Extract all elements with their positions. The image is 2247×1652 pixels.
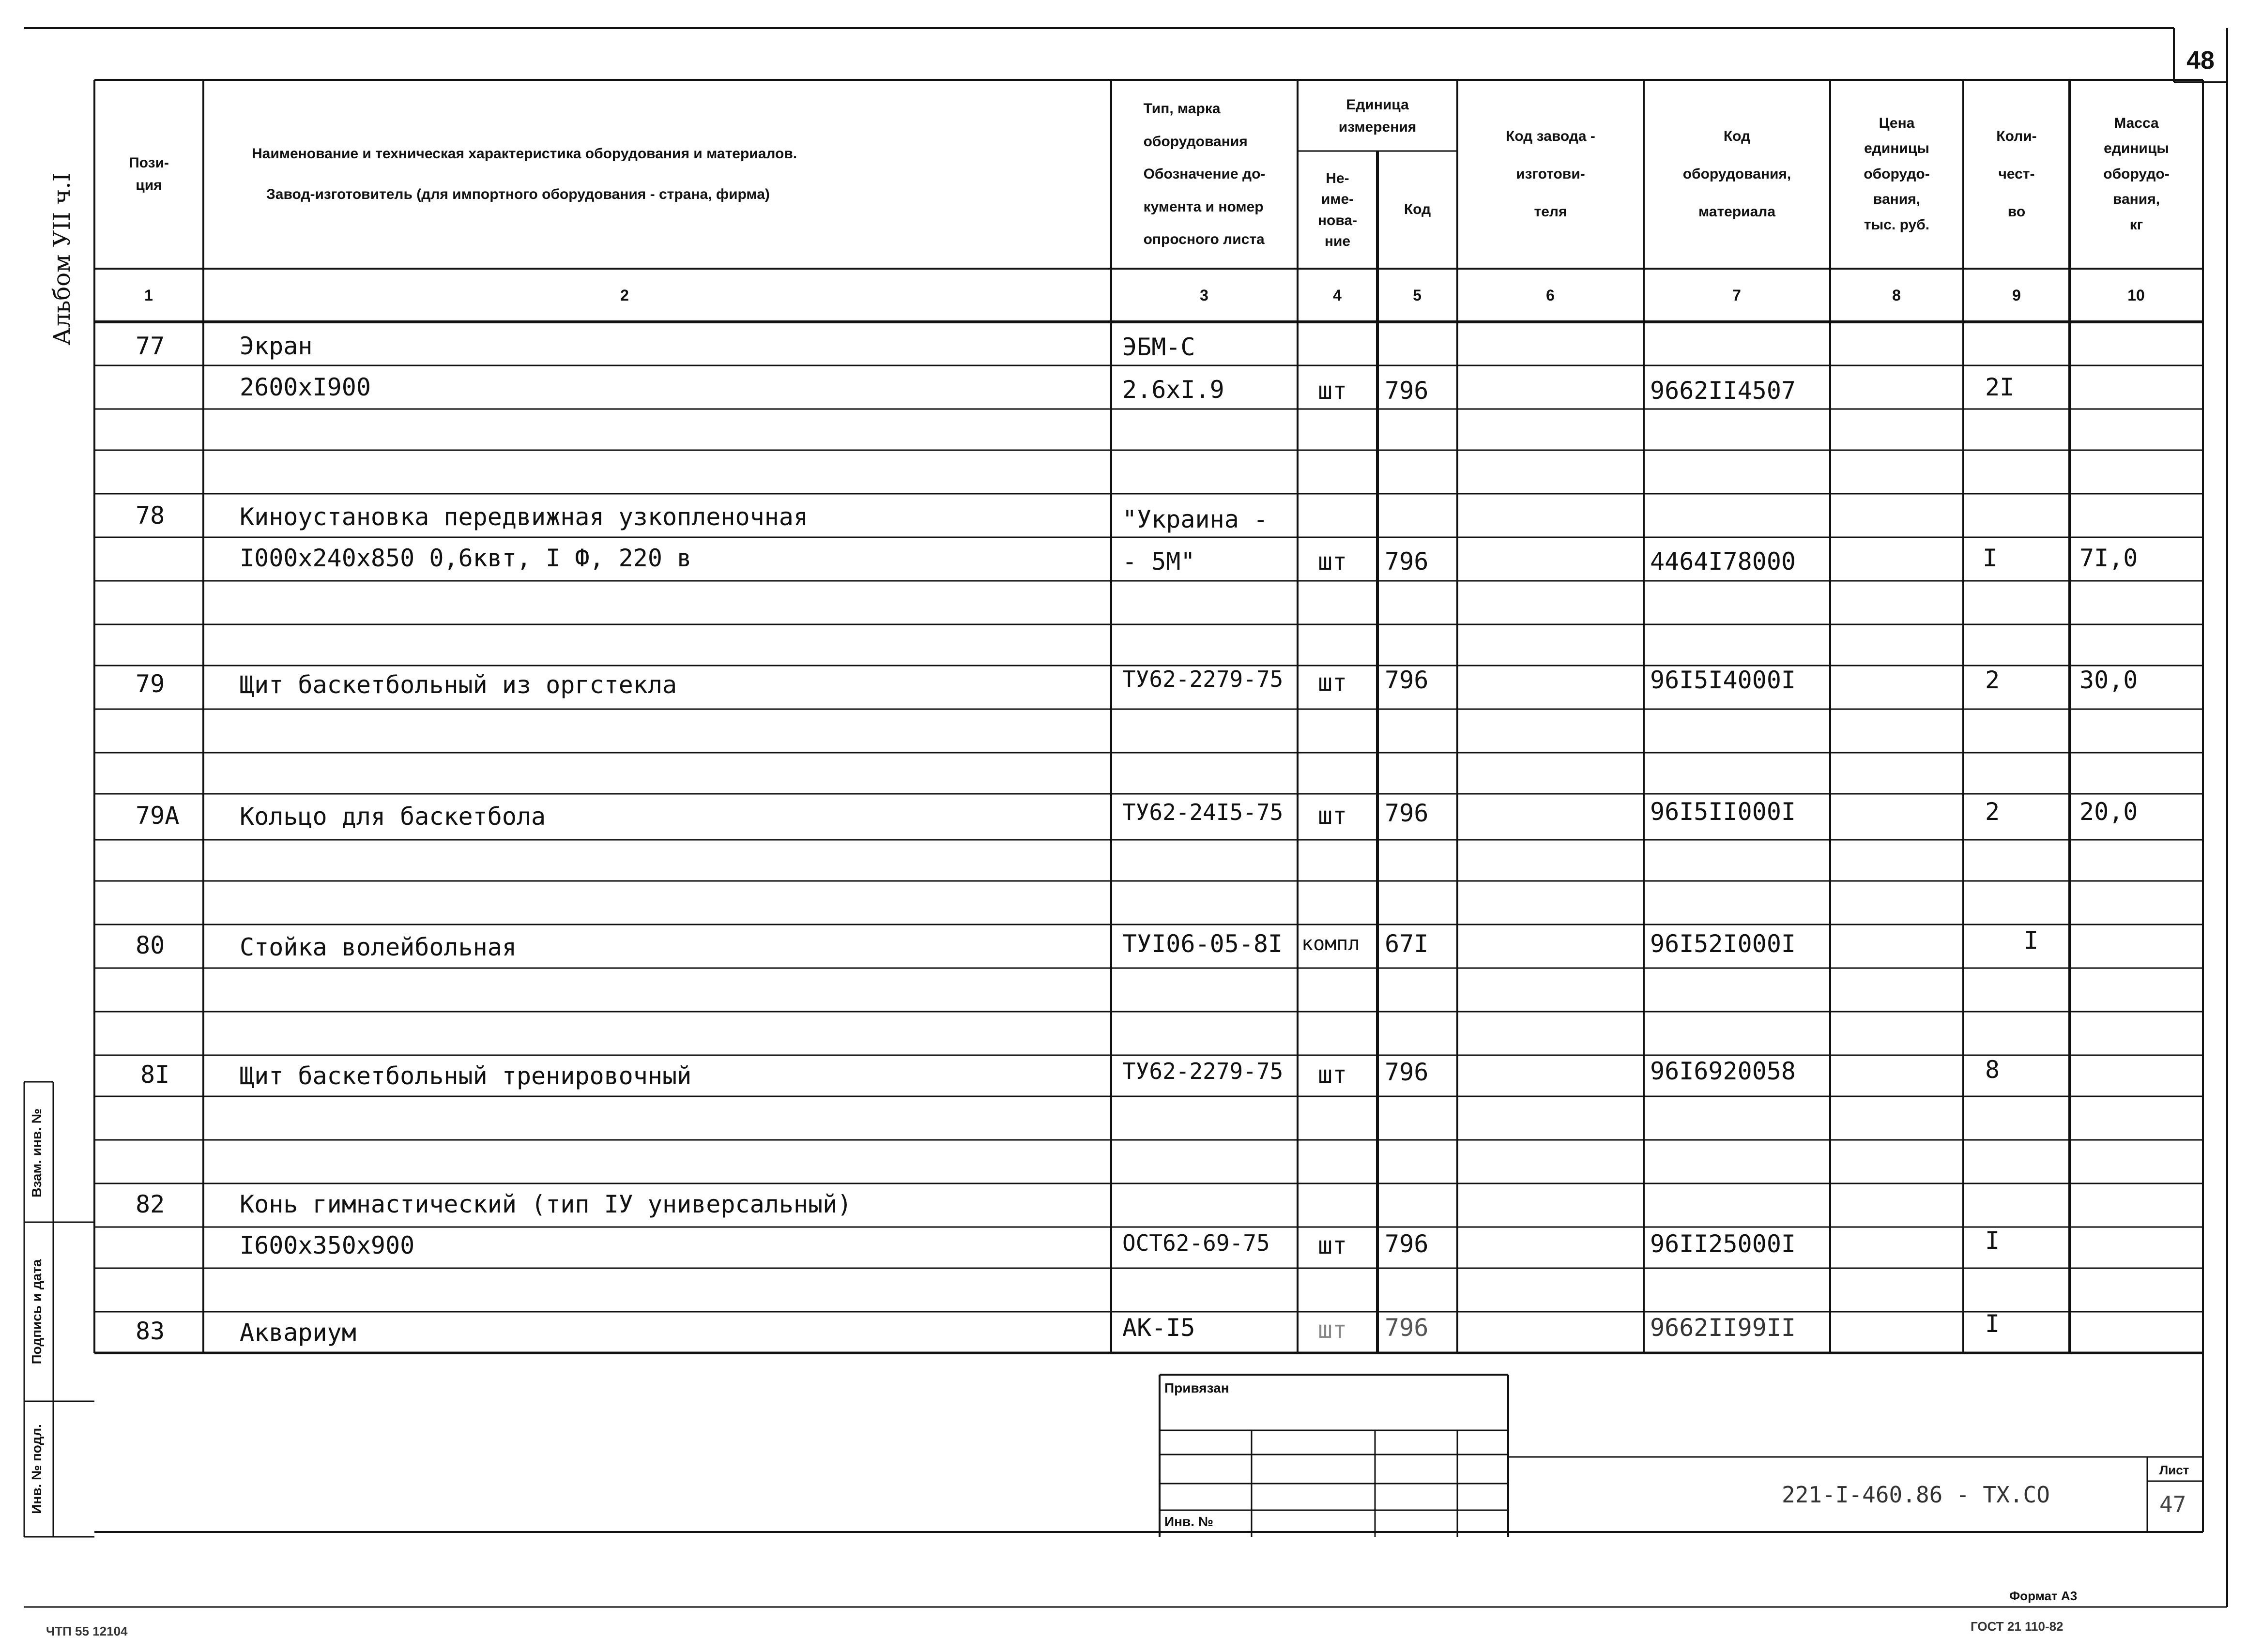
document-code: 221-I-460.86 - ТХ.СО — [1782, 1482, 2050, 1508]
row-type: - 5М" — [1122, 547, 1195, 576]
column-number: 9 — [2012, 287, 2021, 304]
row-position: 78 — [136, 501, 165, 530]
header-name: Наименование и техническая характеристика оборудования и материалов. Завод-изготовитель (для импортного оборудования - страна, фирма) — [252, 146, 797, 202]
inv-number-label: Инв. № — [1164, 1514, 1214, 1529]
row-unit: шт — [1318, 1316, 1347, 1344]
header-quantity: Коли- чест- во — [1996, 128, 2037, 220]
row-quantity: 2 — [1985, 666, 2000, 694]
side-stamp-replacement: Взам. инв. № — [29, 1108, 44, 1197]
sheet-number: 48 — [2186, 46, 2215, 75]
column-number: 8 — [1892, 287, 1901, 304]
row-name: Щит баскетбольный из оргстекла — [240, 671, 677, 699]
row-name: Экран — [240, 332, 313, 360]
row-position: 83 — [136, 1317, 165, 1345]
side-stamp-signature: Подпись и дата — [29, 1259, 44, 1364]
column-number: 7 — [1732, 287, 1741, 304]
column-number: 1 — [144, 287, 153, 304]
row-position: 79 — [136, 670, 165, 698]
footer-left-code: ЧТП 55 12104 — [46, 1624, 128, 1638]
row-type: 2.6хI.9 — [1122, 376, 1224, 404]
column-number: 2 — [620, 287, 629, 304]
row-equipment-code: 96I5II000I — [1650, 798, 1796, 826]
row-position: 77 — [136, 332, 165, 360]
row-unit-code: 796 — [1385, 547, 1429, 576]
row-unit-code: 796 — [1385, 1058, 1429, 1086]
row-type: ТУI06-05-8I — [1122, 930, 1283, 958]
row-name: I600х350х900 — [240, 1231, 415, 1259]
header-price: Цена единицы оборудо- вания, тыс. руб. — [1864, 115, 1930, 233]
row-quantity: 2 — [1985, 798, 2000, 826]
row-unit: шт — [1318, 1231, 1347, 1259]
row-quantity: I — [1983, 544, 1998, 572]
row-equipment-code: 9662II99II — [1650, 1314, 1796, 1342]
side-stamp-original: Инв. № подл. — [29, 1424, 44, 1514]
column-number: 3 — [1200, 287, 1208, 304]
row-unit-code: 796 — [1385, 1230, 1429, 1258]
header-equipment-code: Код оборудования, материала — [1682, 128, 1791, 220]
column-number: 6 — [1546, 287, 1555, 304]
row-unit: шт — [1318, 802, 1347, 830]
format-label: Формат А3 — [2009, 1589, 2078, 1603]
row-quantity: 8 — [1985, 1056, 2000, 1084]
row-equipment-code: 9662II4507 — [1650, 377, 1796, 405]
row-unit-code: 796 — [1385, 799, 1429, 827]
row-unit-code: 796 — [1385, 666, 1429, 694]
row-equipment-code: 96II25000I — [1650, 1230, 1796, 1258]
row-quantity: I — [1985, 1310, 2000, 1338]
row-position: 82 — [136, 1190, 165, 1218]
row-type: ТУ62-2279-75 — [1122, 666, 1284, 692]
row-name: 2600хI900 — [240, 373, 371, 401]
row-quantity: 2I — [1985, 373, 2015, 401]
gost-label: ГОСТ 21 110-82 — [1971, 1619, 2064, 1634]
privyazan-label: Привязан — [1164, 1380, 1229, 1395]
row-mass: 7I,0 — [2079, 544, 2138, 572]
row-name: Конь гимнастический (тип IУ универсальный) — [240, 1190, 852, 1218]
row-unit: шт — [1318, 668, 1347, 697]
row-unit-code: 796 — [1385, 1314, 1429, 1342]
row-mass: 20,0 — [2079, 798, 2138, 826]
row-name: I000х240х850 0,6квт, I Ф, 220 в — [240, 544, 692, 572]
row-type: ЭБМ-С — [1122, 333, 1195, 361]
list-number: 47 — [2159, 1491, 2186, 1517]
header-unit-code: Код — [1404, 201, 1431, 218]
row-unit: шт — [1318, 377, 1347, 405]
row-type: ОСТ62-69-75 — [1122, 1230, 1270, 1256]
row-unit: компл — [1301, 933, 1360, 955]
row-type: ТУ62-24I5-75 — [1122, 799, 1284, 825]
column-number: 10 — [2127, 287, 2145, 304]
header-unit-name: Не- име- нова- ние — [1317, 170, 1358, 249]
row-name: Аквариум — [240, 1319, 356, 1347]
row-quantity: I — [1985, 1227, 2000, 1255]
row-mass: 30,0 — [2079, 666, 2138, 694]
row-name: Стойка волейбольная — [240, 933, 517, 961]
row-name: Щит баскетбольный тренировочный — [240, 1062, 692, 1090]
row-type: АК-I5 — [1122, 1314, 1195, 1342]
row-name: Кольцо для баскетбола — [240, 803, 546, 831]
list-label: Лист — [2159, 1463, 2189, 1477]
row-equipment-code: 96I52I000I — [1650, 930, 1796, 958]
header-position: Пози- ция — [129, 154, 169, 193]
row-equipment-code: 4464I78000 — [1650, 547, 1796, 576]
row-equipment-code: 96I6920058 — [1650, 1057, 1796, 1085]
row-unit-code: 67I — [1385, 930, 1429, 958]
row-unit-code: 796 — [1385, 377, 1429, 405]
row-position: 80 — [136, 931, 165, 959]
row-position: 8I — [140, 1061, 170, 1089]
header-unit-group: Единица измерения — [1338, 96, 1417, 135]
row-type: ТУ62-2279-75 — [1122, 1058, 1284, 1084]
album-label: Альбом УII ч.I — [48, 172, 76, 346]
row-name: Киноустановка передвижная узкопленочная — [240, 503, 808, 531]
header-mass: Масса единицы оборудо- вания, кг — [2103, 115, 2170, 233]
row-equipment-code: 96I5I4000I — [1650, 666, 1796, 694]
header-factory-code: Код завода - изготови- теля — [1506, 128, 1595, 220]
row-type: "Украина - — [1122, 505, 1269, 533]
row-quantity: I — [2024, 926, 2039, 955]
column-number: 4 — [1333, 287, 1342, 304]
row-unit: шт — [1318, 1061, 1347, 1089]
column-number: 5 — [1413, 287, 1422, 304]
row-unit: шт — [1318, 547, 1347, 576]
row-position: 79А — [136, 802, 180, 830]
header-type: Тип, марка оборудования Обозначение до- кумента и номер опросного листа — [1143, 101, 1266, 248]
